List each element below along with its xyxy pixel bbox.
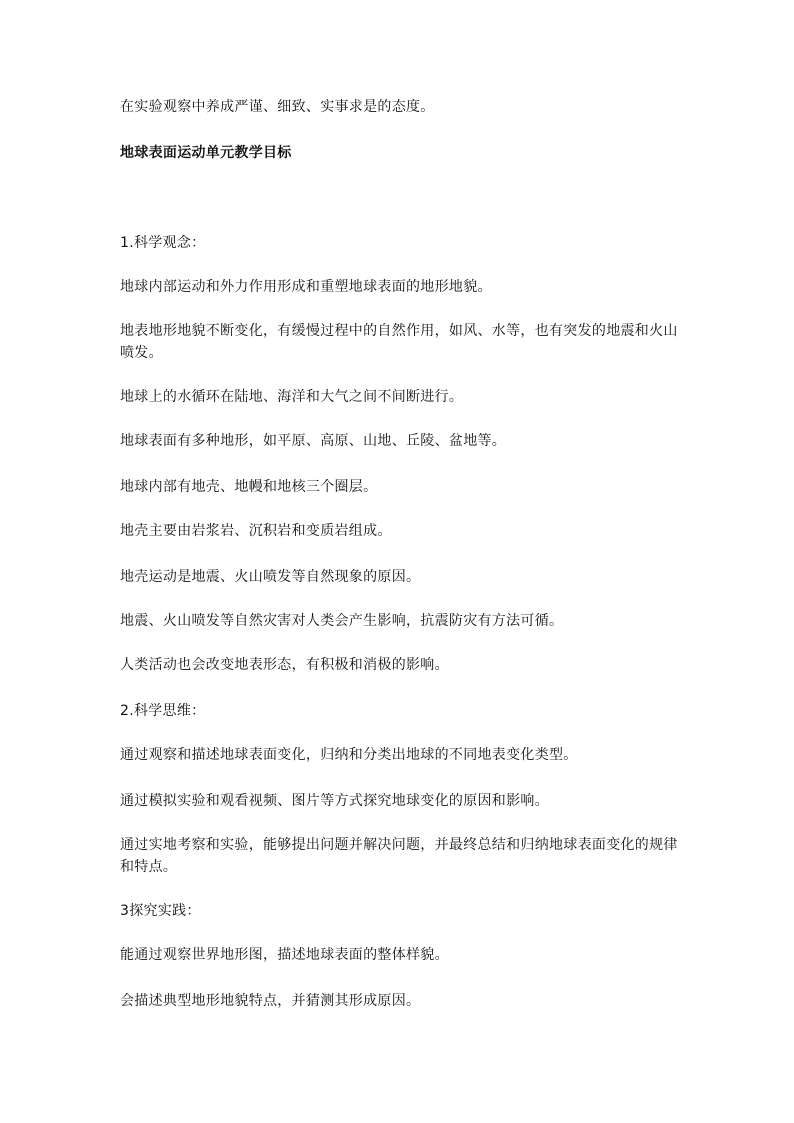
paragraph-practice-1: 能通过观察世界地形图，描述地球表面的整体样貌。 [120, 947, 449, 963]
heading-inquiry-practice: 3探究实践： [120, 903, 201, 919]
paragraph-thinking-3: 通过实地考察和实验，能够提出问题并解决问题，并最终总结和归纳地球表面变化的规律和特点。 [120, 837, 678, 875]
heading-science-concept: 1.科学观念： [120, 235, 206, 251]
paragraph-concept-7: 地壳运动是地震、火山喷发等自然现象的原因。 [120, 569, 421, 585]
heading-science-thinking: 2.科学思维： [120, 703, 206, 719]
paragraph-concept-5: 地球内部有地壳、地幔和地核三个圈层。 [120, 479, 378, 495]
paragraph-concept-1: 地球内部运动和外力作用形成和重塑地球表面的地形地貌。 [120, 279, 492, 295]
paragraph-thinking-1: 通过观察和描述地球表面变化，归纳和分类出地球的不同地表变化类型。 [120, 747, 578, 763]
paragraph-concept-2: 地表地形地貌不断变化，有缓慢过程中的自然作用，如风、水等，也有突发的地震和火山喷发。 [120, 323, 678, 361]
paragraph-attitude: 在实验观察中养成严谨、细致、实事求是的态度。 [120, 99, 435, 115]
paragraph-concept-8: 地震、火山喷发等自然灾害对人类会产生影响，抗震防灾有方法可循。 [120, 613, 564, 629]
paragraph-concept-9: 人类活动也会改变地表形态，有积极和消极的影响。 [120, 657, 449, 673]
paragraph-concept-4: 地球表面有多种地形，如平原、高原、山地、丘陵、盆地等。 [120, 433, 507, 449]
paragraph-thinking-2: 通过模拟实验和观看视频、图片等方式探究地球变化的原因和影响。 [120, 793, 549, 809]
paragraph-practice-2: 会描述典型地形地貌特点，并猜测其形成原因。 [120, 993, 421, 1009]
paragraph-concept-3: 地球上的水循环在陆地、海洋和大气之间不间断进行。 [120, 389, 464, 405]
paragraph-concept-6: 地壳主要由岩浆岩、沉积岩和变质岩组成。 [120, 523, 392, 539]
section-title: 地球表面运动单元教学目标 [120, 145, 292, 161]
